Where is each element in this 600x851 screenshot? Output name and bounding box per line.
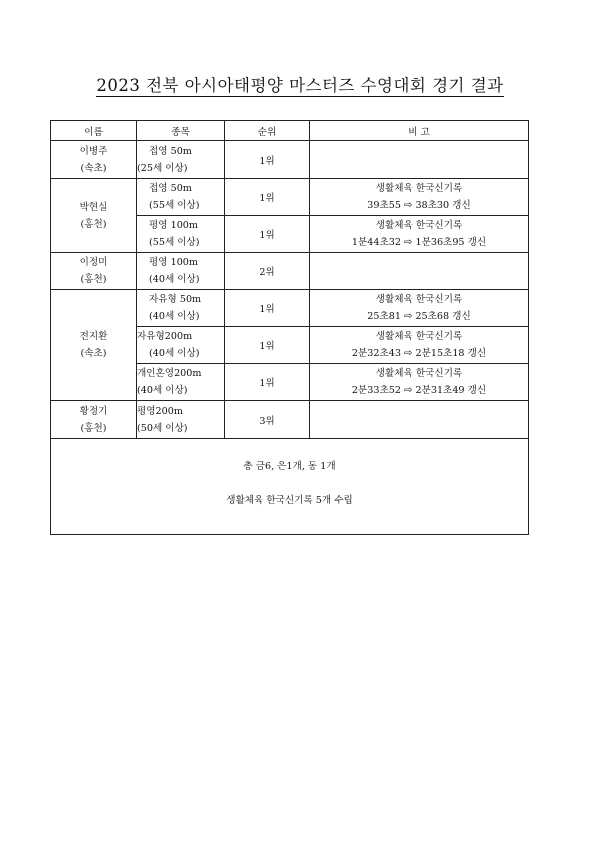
athlete-name-cell: [51, 253, 137, 290]
header-rank: 순위: [225, 121, 310, 141]
note-cell: [310, 401, 529, 439]
record-label: 생활체육 한국신기록: [375, 368, 463, 379]
note-cell: [310, 364, 529, 401]
table-row: [51, 253, 529, 290]
athlete-name-cell: [51, 179, 137, 253]
record-change: 2분32초43 ⇨ 2분15초18 갱신: [351, 348, 487, 359]
record-summary: 생활체육 한국신기록 5개 수립: [226, 495, 353, 506]
record-label: 생활체육 한국신기록: [375, 331, 463, 342]
event-cell: [137, 216, 225, 253]
rank-cell: 3위: [225, 401, 310, 439]
right-arrow-icon: ⇨: [404, 348, 413, 359]
table-row: [51, 141, 529, 179]
rank-cell: 1위: [225, 141, 310, 179]
event-age: (55세 이상): [149, 237, 200, 248]
athlete-name: 황정기: [79, 405, 108, 417]
athlete-name-cell: [51, 141, 137, 179]
record-label: 생활체육 한국신기록: [375, 183, 463, 194]
note-cell: [310, 216, 529, 253]
event-age: (55세 이상): [149, 200, 200, 211]
athlete-region: (속초): [80, 348, 107, 359]
athlete-name: 박현실: [79, 201, 108, 213]
rank-cell: 1위: [225, 327, 310, 364]
athlete-name: 이병주: [79, 145, 108, 157]
athlete-region: (홍천): [80, 274, 107, 285]
record-change: 39초55 ⇨ 38초30 갱신: [367, 200, 471, 211]
event-cell: [137, 327, 225, 364]
header-note: 비 고: [310, 121, 529, 141]
medal-summary: 총 금6, 은1개, 동 1개: [243, 461, 336, 472]
event-name: 접영 50m: [149, 183, 192, 194]
event-name: 평영 100m: [149, 257, 198, 268]
athlete-name: 전지환: [79, 331, 108, 342]
athlete-region: (홍천): [80, 422, 107, 434]
note-cell: [310, 141, 529, 179]
right-arrow-icon: ⇨: [404, 237, 413, 248]
header-name: 이름: [51, 121, 137, 141]
rank-cell: 2위: [225, 253, 310, 290]
event-name: 개인혼영200m: [137, 368, 202, 379]
right-arrow-icon: ⇨: [404, 311, 413, 322]
table-row: [51, 179, 529, 216]
athlete-name-cell: [51, 290, 137, 401]
event-age: (40세 이상): [137, 385, 188, 396]
rank-cell: 1위: [225, 216, 310, 253]
table-header-row: [51, 121, 529, 141]
event-age: (40세 이상): [149, 311, 200, 322]
event-name: 평영 100m: [149, 220, 198, 231]
rank-cell: 1위: [225, 179, 310, 216]
event-cell: [137, 253, 225, 290]
athlete-region: (홍천): [80, 218, 107, 230]
note-cell: [310, 253, 529, 290]
summary-row: [51, 439, 529, 535]
event-name: 평영200m: [137, 405, 183, 417]
athlete-name-cell: [51, 401, 137, 439]
event-name: 자유형 50m: [149, 294, 202, 305]
event-age: (25세 이상): [137, 162, 188, 174]
record-change: 1분44초32 ⇨ 1분36초95 갱신: [351, 237, 487, 248]
record-label: 생활체육 한국신기록: [375, 294, 463, 305]
table-row: [51, 290, 529, 327]
event-cell: [137, 179, 225, 216]
header-event: 종목: [137, 121, 225, 141]
record-change: 2분33초52 ⇨ 2분31초49 갱신: [351, 385, 487, 396]
event-cell: [137, 401, 225, 439]
summary-cell: [51, 439, 529, 535]
note-cell: [310, 290, 529, 327]
note-cell: [310, 179, 529, 216]
event-cell: [137, 364, 225, 401]
note-cell: [310, 327, 529, 364]
event-name: 접영 50m: [149, 145, 192, 157]
right-arrow-icon: ⇨: [404, 385, 413, 396]
athlete-region: (속초): [80, 162, 107, 174]
event-age: (40세 이상): [149, 348, 200, 359]
event-cell: [137, 141, 225, 179]
page-title: 2023 전북 아시아태평양 마스터즈 수영대회 경기 결과: [96, 76, 504, 95]
results-table: [50, 120, 529, 535]
event-name: 자유형200m: [137, 331, 193, 342]
table-row: [51, 401, 529, 439]
athlete-name: 이정미: [79, 257, 108, 268]
event-age: (50세 이상): [137, 422, 188, 434]
record-change: 25초81 ⇨ 25초68 갱신: [367, 311, 471, 322]
record-label: 생활체육 한국신기록: [375, 220, 463, 231]
rank-cell: 1위: [225, 364, 310, 401]
right-arrow-icon: ⇨: [404, 200, 413, 211]
rank-cell: 1위: [225, 290, 310, 327]
event-age: (40세 이상): [149, 274, 200, 285]
event-cell: [137, 290, 225, 327]
